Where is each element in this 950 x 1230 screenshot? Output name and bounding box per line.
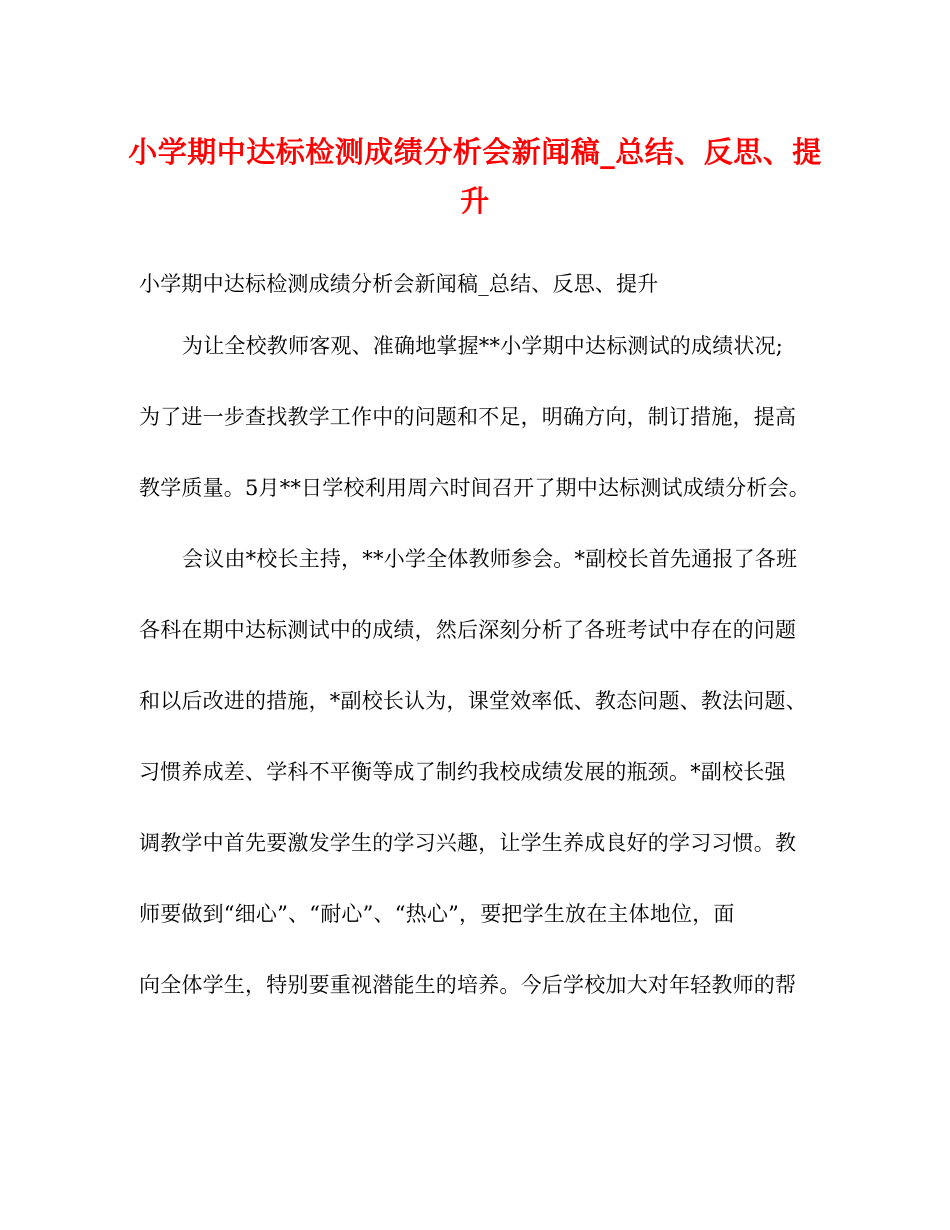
title-line: 小学期中达标检测成绩分析会新闻稿_总结、反思、提 [128, 135, 822, 169]
document-subtitle: 小学期中达标检测成绩分析会新闻稿_总结、反思、提升 [139, 272, 659, 296]
paragraph-line: 向全体学生，特别要重视潜能生的培养。今后学校加大对年轻教师的帮 [139, 973, 797, 997]
paragraph-line: 各科在期中达标测试中的成绩，然后深刻分析了各班考试中存在的问题 [139, 618, 797, 642]
paragraph-line: 会议由*校长主持，**小学全体教师参会。*副校长首先通报了各班 [182, 547, 798, 571]
document-title [120, 128, 830, 226]
paragraph-line: 教学质量。5月**日学校利用周六时间召开了期中达标测试成绩分析会。 [139, 476, 810, 500]
paragraph-line: 和以后改进的措施，*副校长认为，课堂效率低、教态问题、教法问题、 [139, 689, 807, 713]
paragraph-line: 师要做到“细心”、“耐心”、“热心”，要把学生放在主体地位，面 [139, 902, 735, 926]
paragraph-line: 调教学中首先要激发学生的学习兴趣，让学生养成良好的学习习惯。教 [139, 831, 797, 855]
paragraph-line: 为了进一步查找教学工作中的问题和不足，明确方向，制订措施，提高 [139, 405, 797, 429]
title-line: 升 [460, 184, 490, 218]
paragraph-line: 为让全校教师客观、准确地掌握**小学期中达标测试的成绩状况; [182, 334, 784, 358]
paragraph-line: 习惯养成差、学科不平衡等成了制约我校成绩发展的瓶颈。*副校长强 [139, 760, 786, 784]
